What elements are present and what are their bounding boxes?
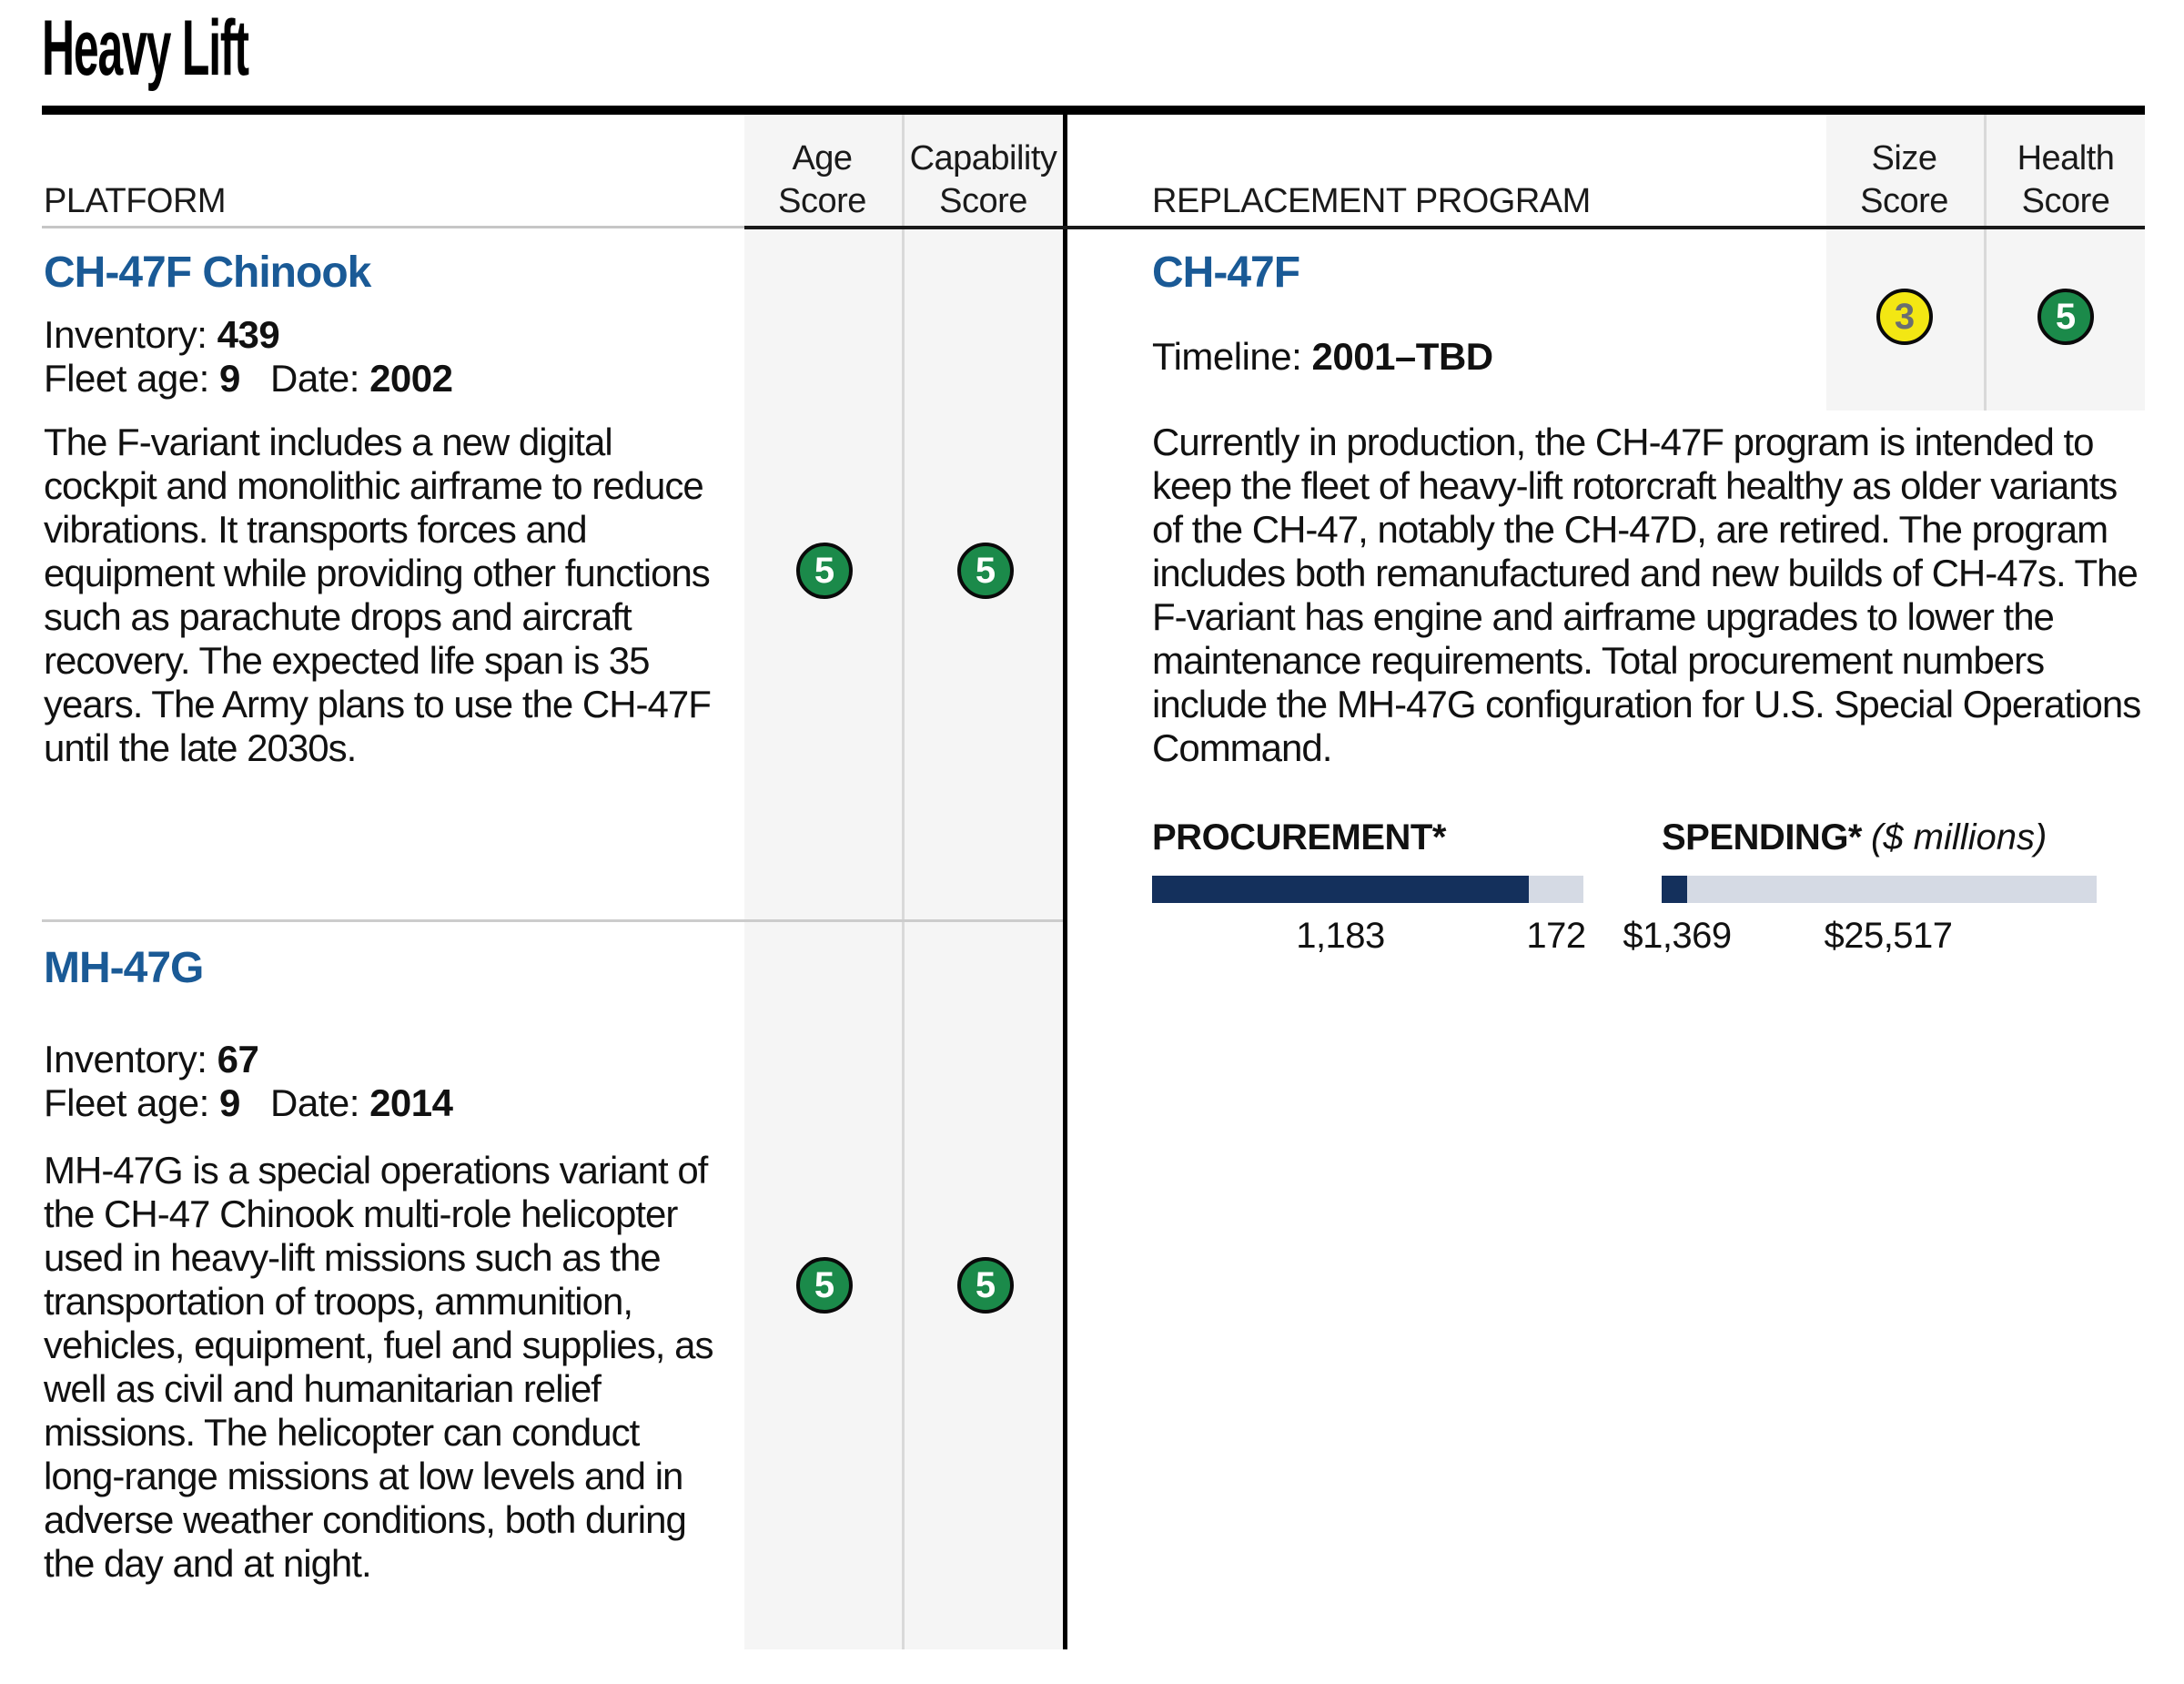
top-rule	[42, 106, 2145, 115]
replacement-program-name: CH-47F	[1152, 249, 1300, 297]
page-title	[42, 5, 398, 92]
inventory-value: 439	[217, 313, 280, 356]
column-header-platform: PLATFORM	[44, 182, 227, 220]
date-value: 2014	[369, 1081, 453, 1124]
fleet-age-value: 9	[218, 1081, 240, 1124]
age-capability-column-divider	[902, 115, 905, 1649]
replacement-program-description: Currently in production, the CH-47F program is intended to keep the fleet of heavy-lift rotorcraft healthy as older variants of the CH-47, notably the CH-47D, are retired. The program includes both remanufactured and new builds of CH-47s. The F-variant has engine and airframe upgrades to lower the maintenance requirements. Total procurement numbers include the MH-47G configuration for U.S. Special Operations Command.	[1152, 421, 2141, 769]
column-header-age-score: Age Score	[778, 139, 866, 220]
platform-inventory-line	[44, 313, 279, 357]
date-label: Date:	[270, 357, 359, 400]
platform-description: MH-47G is a special operations variant of the CH-47 Chinook multi-role helicopter used in heavy-lift missions such as the transportation of troops, ammunition, vehicles, equipment, fuel and supplies, as well as civil and humanitarian relief missions. The helicopter can conduct long-range missions at low levels and in adverse weather conditions, both during the day and at night.	[44, 1149, 713, 1585]
fleet-age-value: 9	[218, 357, 240, 400]
procurement-bar	[1152, 876, 1583, 903]
procurement-secondary-value: 172	[1526, 916, 1586, 956]
timeline-line	[1152, 335, 1493, 379]
platform-row-divider	[42, 919, 1063, 922]
spending-chart-label	[1662, 817, 2047, 858]
spending-primary-value: $1,369	[1623, 916, 1732, 956]
procurement-chart-label: PROCUREMENT*	[1152, 817, 1446, 857]
age-score-badge: 5	[796, 543, 853, 599]
timeline-label: Timeline:	[1152, 335, 1302, 378]
platform-name: MH-47G	[44, 944, 204, 992]
spending-label-text: SPENDING*	[1662, 817, 1862, 857]
capability-score-badge: 5	[957, 1257, 1014, 1314]
header-separator-left	[42, 226, 744, 228]
capability-score-badge: 5	[957, 543, 1014, 599]
column-header-size-score: Size Score	[1860, 139, 1948, 220]
platform-name: CH-47F Chinook	[44, 249, 371, 297]
date-label: Date:	[270, 1081, 359, 1124]
procurement-primary-value: 1,183	[1296, 916, 1385, 956]
header-separator-right	[744, 226, 2145, 229]
column-header-health-score: Health Score	[2017, 139, 2115, 220]
health-score-badge: 5	[2037, 289, 2094, 345]
inventory-value: 67	[217, 1038, 259, 1080]
platform-fleet-line	[44, 357, 453, 401]
page-title-text: Heavy Lift	[42, 5, 248, 92]
timeline-value: 2001–TBD	[1311, 335, 1493, 378]
spending-secondary-value: $25,517	[1824, 916, 1953, 956]
platform-fleet-line	[44, 1081, 453, 1125]
inventory-label: Inventory:	[44, 313, 207, 356]
procurement-bar-fill	[1152, 876, 1529, 903]
section-divider-vertical	[1063, 106, 1067, 1649]
size-score-badge: 3	[1876, 289, 1933, 345]
platform-inventory-line	[44, 1038, 258, 1081]
inventory-label: Inventory:	[44, 1038, 207, 1080]
spending-bar-fill	[1662, 876, 1687, 903]
age-score-badge: 5	[796, 1257, 853, 1314]
spending-unit-text: ($ millions)	[1871, 817, 2048, 857]
column-header-capability-score: Capability Score	[909, 139, 1057, 220]
spending-bar	[1662, 876, 2097, 903]
platform-description: The F-variant includes a new digital cockpit and monolithic airframe to reduce vibrations. It transports forces and equipment while providing other functions such as parachute drops and aircraft recovery. The expected life span is 35 years. The Army plans to use the CH-47F until the late 2030s.	[44, 421, 711, 769]
fleet-age-label: Fleet age:	[44, 1081, 209, 1124]
fleet-age-label: Fleet age:	[44, 357, 209, 400]
column-header-replacement-program: REPLACEMENT PROGRAM	[1152, 182, 1591, 220]
date-value: 2002	[369, 357, 453, 400]
